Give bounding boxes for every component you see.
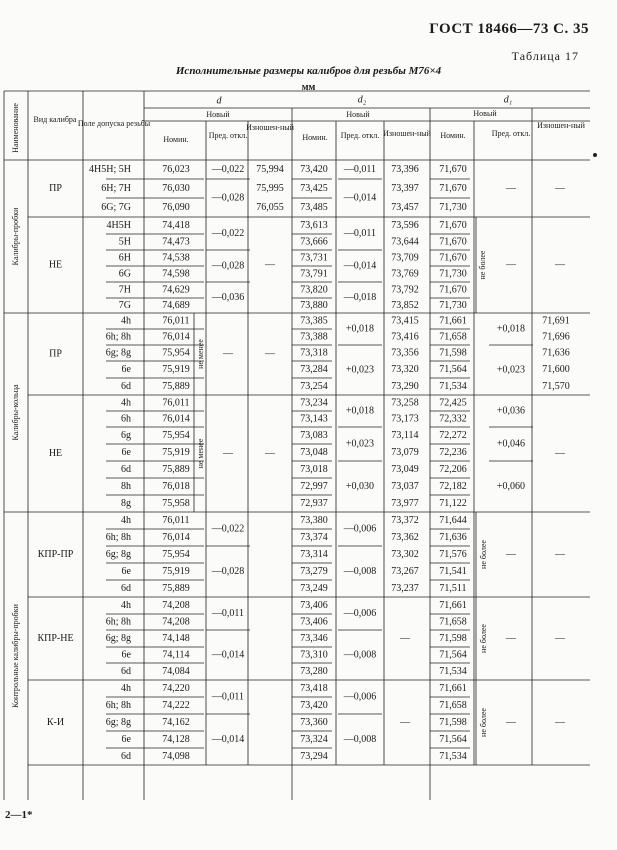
d-nom-cell: 74,148 <box>162 632 190 644</box>
d-worn-cell: 75,995 <box>256 182 284 194</box>
d1-worn-cell: 71,636 <box>542 347 570 359</box>
d1-nom-cell: 71,661 <box>439 315 467 327</box>
d2-worn-cell: — <box>400 716 410 728</box>
d-dev-cell: —0,028 <box>211 260 245 272</box>
d1-nom-cell: 71,661 <box>439 599 467 611</box>
field-cell: 6e <box>121 363 131 375</box>
d2-dev-cell: —0,011 <box>343 163 377 175</box>
d2-dev-cell: —0,011 <box>343 227 377 239</box>
d2-worn-cell: 73,320 <box>391 363 419 375</box>
field-cell: 6d <box>121 380 131 392</box>
d2-worn-cell: 73,079 <box>391 446 419 458</box>
d-nom-cell: 75,889 <box>162 582 190 594</box>
d2-worn-cell: 73,290 <box>391 380 419 392</box>
d-nom-cell: 74,598 <box>162 268 190 280</box>
d2-worn-cell: 73,258 <box>391 397 419 409</box>
field-cell: 6e <box>121 446 131 458</box>
d2-worn-cell: 73,457 <box>391 201 419 213</box>
d1-dev-cell: — <box>506 259 516 271</box>
d2-nom-cell: 73,385 <box>300 315 328 327</box>
d-worn-cell: — <box>265 259 275 271</box>
d1-nom-cell: 72,425 <box>439 397 467 409</box>
d1-not-more-note: не более <box>478 708 488 737</box>
field-cell: 4h <box>121 599 131 611</box>
d2-nom-cell: 73,374 <box>300 531 328 543</box>
field-cell: 6e <box>121 565 131 577</box>
d-nom-cell: 75,958 <box>162 497 190 509</box>
d1-dev-cell: — <box>506 548 516 560</box>
d-nom-cell: 74,418 <box>162 219 190 231</box>
d2-worn-cell: 73,396 <box>391 163 419 175</box>
d2-worn-cell: 73,852 <box>391 299 419 311</box>
d2-nom-cell: 73,485 <box>300 201 328 213</box>
d1-nom-cell: 71,534 <box>439 665 467 677</box>
d2-nom-cell: 72,937 <box>300 497 328 509</box>
d2-nom-cell: 73,406 <box>300 616 328 628</box>
d2-nom-cell: 73,346 <box>300 632 328 644</box>
d-nom-cell: 74,220 <box>162 682 190 694</box>
field-cell: 8h <box>121 480 131 492</box>
field-cell: 7H <box>118 284 131 296</box>
page-footer-mark: 2—1* <box>5 809 33 821</box>
d1-nom-cell: 71,534 <box>439 750 467 762</box>
head-d-dev: Пред. откл. <box>208 130 248 140</box>
field-cell: 6e <box>121 649 131 661</box>
kind-label-5: КПР-НЕ <box>37 632 74 644</box>
field-cell: 6d <box>121 750 131 762</box>
d-dev-cell: —0,022 <box>211 523 245 535</box>
head-d2-nom: Номин. <box>302 132 328 142</box>
d2-nom-cell: 72,997 <box>300 480 328 492</box>
d2-worn-cell: 73,415 <box>391 315 419 327</box>
d-nom-cell: 76,011 <box>162 315 190 327</box>
d2-nom-cell: 73,420 <box>300 699 328 711</box>
d2-worn-cell: 73,769 <box>391 268 419 280</box>
field-cell: 6d <box>121 665 131 677</box>
d1-nom-cell: 72,206 <box>439 463 467 475</box>
table-title: Исполнительные размеры калибров для резьбы М76×4 <box>175 65 442 77</box>
d2-nom-cell: 73,294 <box>300 750 328 762</box>
d1-nom-cell: 71,658 <box>439 699 467 711</box>
group-label-2: Контрольные калибры-пробки <box>10 604 20 708</box>
d-nom-cell: 74,208 <box>162 599 190 611</box>
field-cell: 6g; 8g <box>105 347 131 359</box>
head-d2: d₂ <box>357 94 367 106</box>
d1-dev-cell: +0,046 <box>496 438 526 450</box>
d1-nom-cell: 71,576 <box>439 548 467 560</box>
d-dev-cell: —0,022 <box>211 227 245 239</box>
d1-worn-cell: 71,570 <box>542 380 570 392</box>
d2-nom-cell: 73,613 <box>300 219 328 231</box>
d2-worn-cell: 73,397 <box>391 182 419 194</box>
d-nom-cell: 76,014 <box>162 531 190 543</box>
d2-dev-cell: —0,008 <box>343 733 377 745</box>
head-d1-dev: Пред. откл. <box>491 128 531 138</box>
d-nom-cell: 75,889 <box>162 380 190 392</box>
d2-nom-cell: 73,791 <box>300 268 328 280</box>
head-d: d <box>216 95 222 107</box>
d2-nom-cell: 73,406 <box>300 599 328 611</box>
d-dev-cell: —0,011 <box>211 607 245 619</box>
d2-nom-cell: 73,418 <box>300 682 328 694</box>
d2-dev-cell: —0,008 <box>343 649 377 661</box>
d1-worn-cell: — <box>555 716 565 728</box>
d-dev-cell: —0,036 <box>211 291 245 303</box>
d2-worn-cell: 73,977 <box>391 497 419 509</box>
d1-worn-cell: — <box>555 182 565 194</box>
d2-dev-cell: —0,006 <box>343 607 377 619</box>
field-cell: 6e <box>121 733 131 745</box>
d1-worn-cell: — <box>555 259 565 271</box>
d2-worn-cell: 73,709 <box>391 252 419 264</box>
d1-nom-cell: 71,564 <box>439 649 467 661</box>
d-nom-cell: 76,014 <box>162 413 190 425</box>
d2-worn-cell: 73,237 <box>391 582 419 594</box>
d1-nom-cell: 71,670 <box>439 182 467 194</box>
d-dev-cell: — <box>223 348 233 360</box>
d-dev-cell: —0,014 <box>211 649 245 661</box>
d2-worn-cell: 73,356 <box>391 347 419 359</box>
d2-nom-cell: 73,018 <box>300 463 328 475</box>
d1-nom-cell: 71,564 <box>439 733 467 745</box>
d-nom-cell: 76,090 <box>162 201 190 213</box>
d2-dev-cell: +0,023 <box>345 364 375 376</box>
field-cell: 6H; 7H <box>101 182 131 194</box>
d2-dev-cell: —0,014 <box>343 192 377 204</box>
field-cell: 7G <box>118 299 131 311</box>
d-nom-cell: 75,919 <box>162 363 190 375</box>
d1-nom-cell: 71,644 <box>439 514 467 526</box>
kind-label-3: НЕ <box>48 447 63 459</box>
d2-worn-cell: 73,037 <box>391 480 419 492</box>
field-cell: 4h <box>121 514 131 526</box>
d1-nom-cell: 71,658 <box>439 616 467 628</box>
d1-dev-cell: +0,018 <box>496 323 526 335</box>
d-dev-cell: — <box>223 447 233 459</box>
d2-nom-cell: 73,324 <box>300 733 328 745</box>
kind-label-4: КПР-ПР <box>37 548 74 560</box>
d1-worn-cell: 71,696 <box>542 331 570 343</box>
field-cell: 6d <box>121 463 131 475</box>
d1-nom-cell: 71,598 <box>439 716 467 728</box>
d1-nom-cell: 72,182 <box>439 480 467 492</box>
d-nom-cell: 75,954 <box>162 548 190 560</box>
head-d2-dev: Пред. откл. <box>340 130 380 140</box>
d1-nom-cell: 71,730 <box>439 268 467 280</box>
d-nom-cell: 74,128 <box>162 733 190 745</box>
d2-dev-cell: —0,006 <box>343 691 377 703</box>
d2-worn-cell: 73,173 <box>391 413 419 425</box>
d-worn-cell: — <box>265 348 275 360</box>
d1-nom-cell: 71,670 <box>439 284 467 296</box>
d1-nom-cell: 71,564 <box>439 363 467 375</box>
standard-header: ГОСТ 18466—73 С. 35 <box>429 21 589 37</box>
group-label-1: Калибры-кольца <box>10 384 20 441</box>
field-cell: 6h; 8h <box>105 616 131 628</box>
d-nom-cell: 76,023 <box>162 163 190 175</box>
d1-worn-cell: — <box>555 447 565 459</box>
d2-dev-cell: +0,018 <box>345 405 375 417</box>
d2-dev-cell: —0,006 <box>343 523 377 535</box>
field-cell: 4h <box>121 397 131 409</box>
d1-not-more-note: не более <box>477 250 487 280</box>
head-d2-worn: Изношен-ный <box>383 128 431 138</box>
head-field: Поле допуска резьбы <box>77 118 151 128</box>
d1-worn-cell: 71,600 <box>542 363 570 375</box>
field-cell: 6g; 8g <box>105 632 131 644</box>
field-cell: 6h <box>121 413 131 425</box>
d1-nom-cell: 71,670 <box>439 252 467 264</box>
d-worn-cell: — <box>265 447 275 459</box>
d1-dev-cell: +0,060 <box>496 480 526 492</box>
field-cell: 6d <box>121 582 131 594</box>
head-d1: d₁ <box>503 94 513 106</box>
d-not-less-note: не менее <box>195 339 205 369</box>
d1-nom-cell: 71,598 <box>439 347 467 359</box>
d2-nom-cell: 73,360 <box>300 716 328 728</box>
kind-label-1: НЕ <box>48 259 63 271</box>
d1-nom-cell: 71,730 <box>439 299 467 311</box>
d1-nom-cell: 71,658 <box>439 331 467 343</box>
d1-not-more-note: не более <box>478 540 488 569</box>
d1-nom-cell: 71,598 <box>439 632 467 644</box>
field-cell: 6g <box>121 429 131 441</box>
field-cell: 6g; 8g <box>105 716 131 728</box>
d1-nom-cell: 71,541 <box>439 565 467 577</box>
d1-worn-cell: 71,691 <box>542 315 570 327</box>
field-cell: 6g; 8g <box>105 548 131 560</box>
d2-dev-cell: —0,008 <box>343 565 377 577</box>
field-cell: 6H <box>118 252 131 264</box>
d1-not-more-note: не более <box>478 624 488 653</box>
d-worn-cell: 76,055 <box>256 201 284 213</box>
d-nom-cell: 75,919 <box>162 565 190 577</box>
kind-label-6: К-И <box>46 716 65 728</box>
field-cell: 6h; 8h <box>105 699 131 711</box>
d2-nom-cell: 73,310 <box>300 649 328 661</box>
d-dev-cell: —0,014 <box>211 733 245 745</box>
d1-dev-cell: — <box>506 716 516 728</box>
d1-nom-cell: 71,122 <box>439 497 467 509</box>
d1-nom-cell: 71,670 <box>439 219 467 231</box>
d2-worn-cell: 73,362 <box>391 531 419 543</box>
kind-label-2: ПР <box>49 348 62 360</box>
d-nom-cell: 75,954 <box>162 347 190 359</box>
d-nom-cell: 74,162 <box>162 716 190 728</box>
d-nom-cell: 75,954 <box>162 429 190 441</box>
d2-nom-cell: 73,314 <box>300 548 328 560</box>
head-kind: Вид калибра <box>33 114 77 124</box>
d1-dev-cell: — <box>506 182 516 194</box>
field-cell: 6G <box>118 268 131 280</box>
field-cell: 8g <box>121 497 131 509</box>
d-nom-cell: 74,222 <box>162 699 190 711</box>
d-nom-cell: 76,011 <box>162 397 190 409</box>
d-nom-cell: 74,114 <box>162 649 190 661</box>
group-label-0: Калибры-пробки <box>10 207 20 266</box>
d1-worn-cell: — <box>555 632 565 644</box>
d2-nom-cell: 73,284 <box>300 363 328 375</box>
d1-nom-cell: 71,534 <box>439 380 467 392</box>
d1-nom-cell: 72,332 <box>439 413 467 425</box>
head-d1-nom: Номин. <box>440 130 466 140</box>
d2-nom-cell: 73,666 <box>300 236 328 248</box>
d-not-less-note: не менее <box>195 438 205 469</box>
d2-worn-cell: 73,114 <box>391 429 419 441</box>
d2-worn-cell: 73,267 <box>391 565 419 577</box>
head-d-new: Новый <box>206 109 230 119</box>
d2-worn-cell: 73,792 <box>391 284 419 296</box>
d2-nom-cell: 73,083 <box>300 429 328 441</box>
d-nom-cell: 74,689 <box>162 299 190 311</box>
d1-dev-cell: — <box>506 632 516 644</box>
d2-nom-cell: 73,234 <box>300 397 328 409</box>
d2-nom-cell: 73,143 <box>300 413 328 425</box>
d2-dev-cell: +0,030 <box>345 480 375 492</box>
d-dev-cell: —0,028 <box>211 565 245 577</box>
d2-nom-cell: 73,279 <box>300 565 328 577</box>
table-number: Таблица 17 <box>511 49 579 63</box>
d2-nom-cell: 73,318 <box>300 347 328 359</box>
d-nom-cell: 74,208 <box>162 616 190 628</box>
field-cell: 5H <box>118 236 131 248</box>
field-cell: 6G; 7G <box>101 201 131 213</box>
field-cell: 6h; 8h <box>105 531 131 543</box>
d2-worn-cell: — <box>400 632 410 644</box>
d2-worn-cell: 73,372 <box>391 514 419 526</box>
head-d-worn: Изношен-ный <box>246 122 294 132</box>
head-d1-worn: Изношен-ный <box>537 120 585 130</box>
d2-nom-cell: 73,249 <box>300 582 328 594</box>
d-nom-cell: 76,018 <box>162 480 190 492</box>
head-d2-new: Новый <box>346 109 370 119</box>
d2-nom-cell: 73,048 <box>300 446 328 458</box>
d2-worn-cell: 73,596 <box>391 219 419 231</box>
d2-dev-cell: —0,014 <box>343 260 377 272</box>
d-nom-cell: 76,014 <box>162 331 190 343</box>
d-dev-cell: —0,022 <box>211 163 245 175</box>
d1-nom-cell: 71,670 <box>439 163 467 175</box>
d2-worn-cell: 73,644 <box>391 236 419 248</box>
field-cell: 4h <box>121 682 131 694</box>
d1-nom-cell: 72,236 <box>439 446 467 458</box>
d2-dev-cell: —0,018 <box>343 291 377 303</box>
d2-nom-cell: 73,420 <box>300 163 328 175</box>
d1-nom-cell: 71,730 <box>439 201 467 213</box>
d-nom-cell: 75,919 <box>162 446 190 458</box>
d2-nom-cell: 73,254 <box>300 380 328 392</box>
kind-label-0: ПР <box>49 182 62 194</box>
d-nom-cell: 76,011 <box>162 514 190 526</box>
d1-nom-cell: 71,636 <box>439 531 467 543</box>
d-nom-cell: 76,030 <box>162 182 190 194</box>
d-nom-cell: 74,084 <box>162 665 190 677</box>
d1-dev-cell: +0,036 <box>496 405 526 417</box>
d2-worn-cell: 73,416 <box>391 331 419 343</box>
d-nom-cell: 74,098 <box>162 750 190 762</box>
table-units: мм <box>301 82 316 93</box>
d1-dev-cell: +0,023 <box>496 364 526 376</box>
d1-nom-cell: 71,661 <box>439 682 467 694</box>
d-dev-cell: —0,028 <box>211 192 245 204</box>
head-name: Наименование <box>10 103 20 153</box>
field-cell: 4h <box>121 315 131 327</box>
d-nom-cell: 74,538 <box>162 252 190 264</box>
d2-nom-cell: 73,820 <box>300 284 328 296</box>
d-nom-cell: 75,889 <box>162 463 190 475</box>
d1-nom-cell: 71,511 <box>439 582 467 594</box>
d2-worn-cell: 73,302 <box>391 548 419 560</box>
d-nom-cell: 74,629 <box>162 284 190 296</box>
field-cell: 4H5H <box>106 219 131 231</box>
d-nom-cell: 74,473 <box>162 236 190 248</box>
field-cell: 6h; 8h <box>105 331 131 343</box>
d2-nom-cell: 73,731 <box>300 252 328 264</box>
d-worn-cell: 75,994 <box>256 163 284 175</box>
d2-nom-cell: 73,280 <box>300 665 328 677</box>
head-d1-new: Новый <box>473 108 497 118</box>
d1-worn-cell: — <box>555 548 565 560</box>
d-dev-cell: —0,011 <box>211 691 245 703</box>
d1-nom-cell: 72,272 <box>439 429 467 441</box>
d1-nom-cell: 71,670 <box>439 236 467 248</box>
d2-worn-cell: 73,049 <box>391 463 419 475</box>
d2-dev-cell: +0,023 <box>345 438 375 450</box>
d2-dev-cell: +0,018 <box>345 323 375 335</box>
d2-nom-cell: 73,388 <box>300 331 328 343</box>
d2-nom-cell: 73,425 <box>300 182 328 194</box>
d2-nom-cell: 73,380 <box>300 514 328 526</box>
head-d-nom: Номин. <box>163 134 189 144</box>
d2-nom-cell: 73,880 <box>300 299 328 311</box>
field-cell: 4H5H; 5H <box>89 163 131 175</box>
